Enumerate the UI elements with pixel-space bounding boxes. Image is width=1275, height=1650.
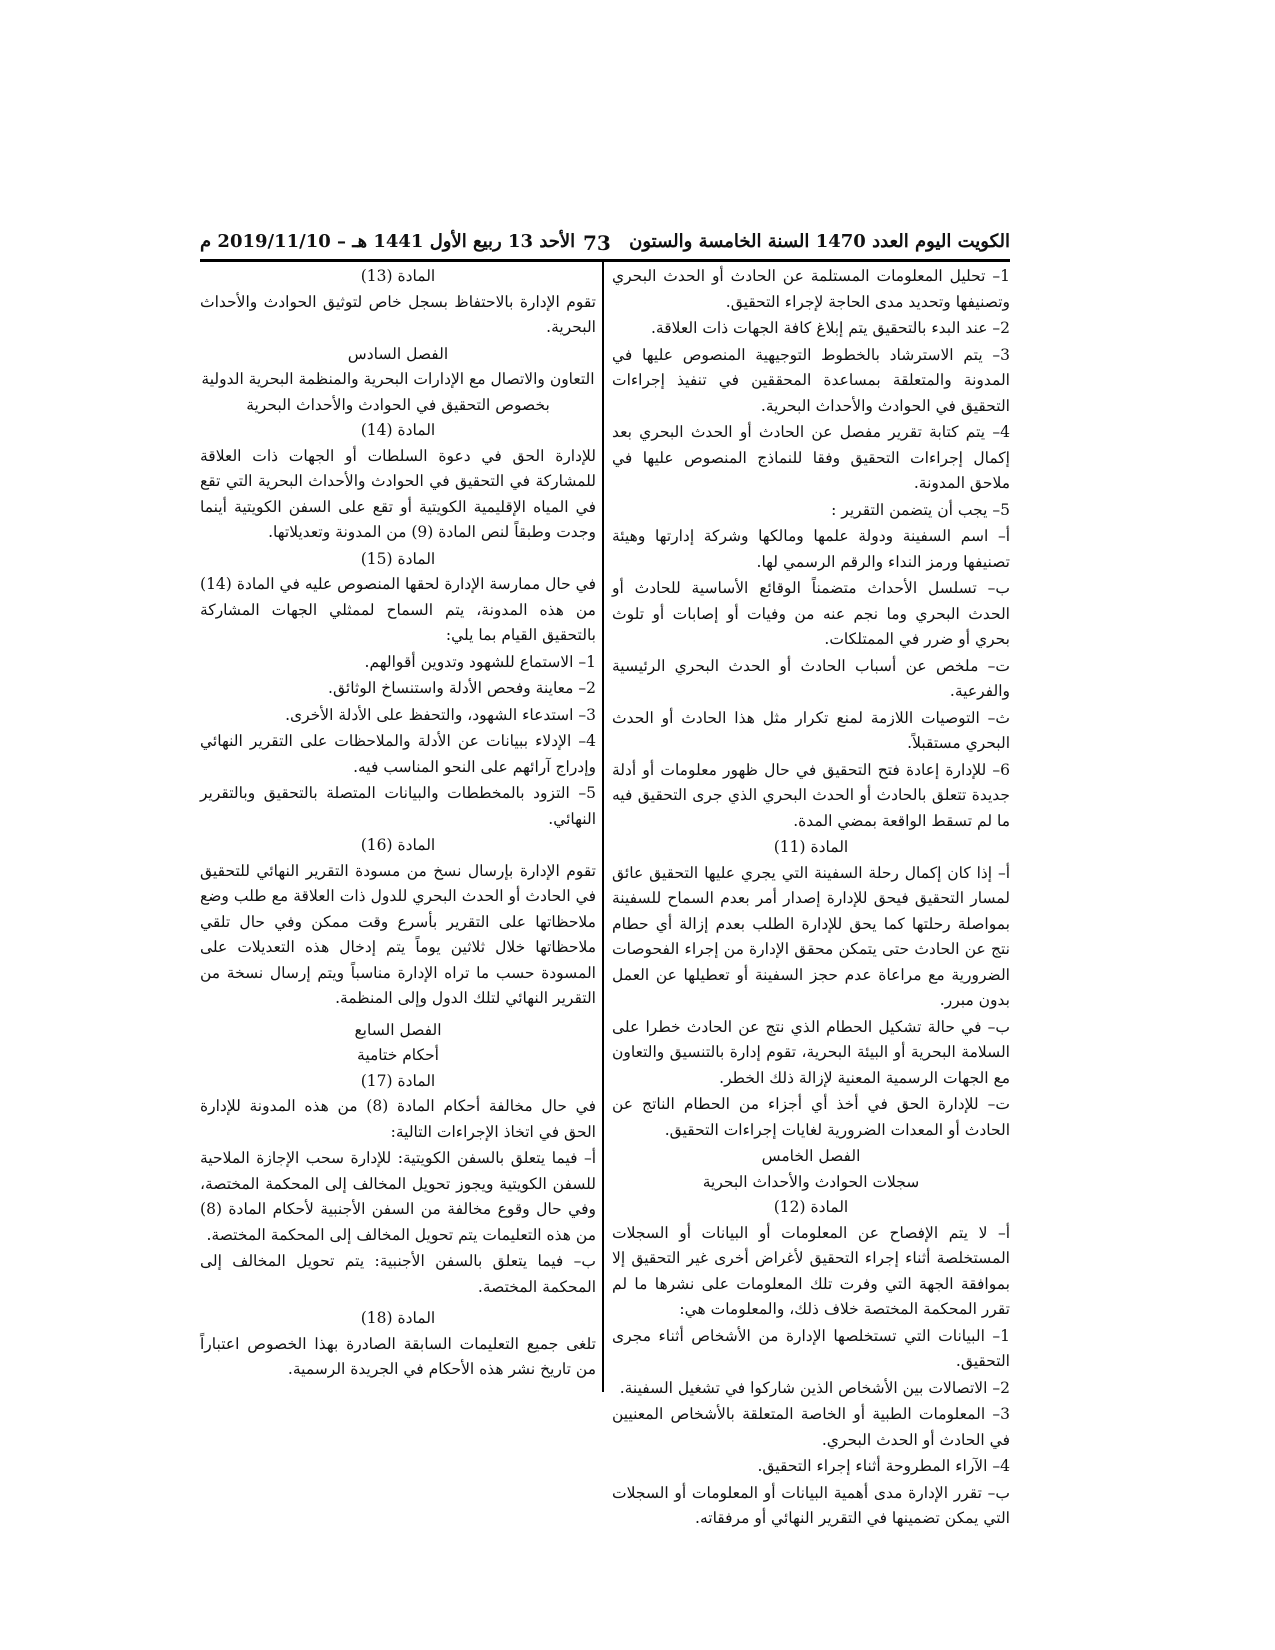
chapter-7-title: الفصل السابع — [354, 1020, 442, 1039]
article-16-text: تقوم الإدارة بإرسال نسخ من مسودة التقرير النهائي للتحقيق في الحادث أو الحدث البحري للدول ذات العلاقة مع طلب وضع ملاحظاتها على التقرير بأسرع وقت ممكن وفي حال تلقي ملاحظاتها خلال ثلاثين يوماً يتم إدخال هذه التعديلات على المسودة حسب ما تراه الإدارة مناسباً ويتم إرسال نسخة من التقرير النهائي لتلك الدول وإلى المنظمة. — [200, 861, 596, 1007]
article-12-a-3: 3– المعلومات الطبية أو الخاصة المتعلقة بالأشخاص المعنيين في الحادث أو الحدث البحري. — [612, 1405, 1010, 1449]
article-18-text: تلغى جميع التعليمات السابقة الصادرة بهذا الخصوص اعتباراً من تاريخ نشر هذه الأحكام في الجريدة الرسمية. — [200, 1334, 596, 1378]
article-13-title: المادة (13) — [360, 267, 436, 285]
article-18-title: المادة (18) — [360, 1309, 436, 1327]
chapter-5-title: الفصل الخامس — [761, 1147, 861, 1165]
page-number: 73 — [583, 231, 611, 255]
clause-2: 2– عند البدء بالتحقيق يتم إبلاغ كافة الجهات ذات العلاقة. — [651, 319, 1010, 337]
article-15-title: المادة (15) — [360, 549, 436, 568]
article-11-c: ت– للإدارة الحق في أخذ أي أجزاء من الحطام الناتج عن الحادث أو المعدات الضرورية لغايات إجراءات التحقيق. — [612, 1095, 1010, 1139]
chapter-6-subtitle-1: التعاون والاتصال مع الإدارات البحرية والمنظمة البحرية الدولية — [201, 370, 595, 388]
clause-1: 1– تحليل المعلومات المستلمة عن الحادث أو الحدث البحري وتصنيفها وتحديد مدى الحاجة لإجراء التحقيق. — [612, 267, 1010, 311]
article-15-item-4: 4– الإدلاء ببيانات عن الأدلة والملاحظات على التقرير النهائي وإدراج آرائهم على النحو المناسب فيه. — [200, 732, 596, 776]
article-12-a-4: 4– الآراء المطروحة أثناء إجراء التحقيق. — [757, 1457, 1010, 1475]
clause-3: 3– يتم الاسترشاد بالخطوط التوجيهية المنصوص عليها في المدونة والمتعلقة بمساعدة المحققين في تنفيذ إجراءات التحقيق في الحوادث والأحداث البحرية. — [612, 345, 1010, 415]
article-12-title: المادة (12) — [773, 1198, 849, 1216]
article-11-a: أ– إذا كان إكمال رحلة السفينة التي يجري عليها التحقيق عائق لمسار التحقيق فيحق للإدارة إصدار أمر بعدم السماح للسفينة بمواصلة رحلتها كما يحق للإدارة الطلب بعدم إزالة أي حطام نتج عن الحادث حتى يتمكن محقق الإدارة من إجراء الفحوصات الضرورية مع مراعاة عدم حجز السفينة أو تعطيلها عن العمل بدون مبرر. — [612, 863, 1010, 1009]
article-13-text: تقوم الإدارة بالاحتفاظ بسجل خاص لتوثيق الحوادث والأحداث البحرية. — [200, 292, 596, 336]
clause-5-a: أ– اسم السفينة ودولة علمها ومالكها وشركة إدارتها وهيئة تصنيفها ورمز النداء والرقم الرسمي لها. — [612, 527, 1010, 571]
header-date: الأحد 13 ربيع الأول 1441 هـ – 2019/11/10 م — [200, 231, 576, 252]
article-12-a-1: 1– البيانات التي تستخلصها الإدارة من الأشخاص أثناء مجرى التحقيق. — [612, 1326, 1010, 1370]
article-17-title: المادة (17) — [360, 1071, 436, 1090]
article-11-title: المادة (11) — [773, 838, 849, 856]
article-12-a-2: 2– الاتصالات بين الأشخاص الذين شاركوا في تشغيل السفينة. — [619, 1378, 1010, 1397]
right-column — [612, 264, 1010, 1533]
clause-5: 5– يجب أن يتضمن التقرير : — [831, 500, 1010, 519]
article-15-item-5: 5– التزود بالمخططات والبيانات المتصلة بالتحقيق وبالتقرير النهائي. — [200, 784, 596, 828]
chapter-6-title: الفصل السادس — [347, 344, 449, 363]
article-11-b: ب– في حالة تشكيل الحطام الذي نتج عن الحادث خطرا على السلامة البحرية أو البيئة البحرية، تقوم إدارة بالتنسيق والتعاون مع الجهات الرسمية المعنية لإزالة ذلك الخطر. — [612, 1017, 1010, 1087]
clause-6: 6– للإدارة إعادة فتح التحقيق في حال ظهور معلومات أو أدلة جديدة تتعلق بالحادث أو الحدث البحري الذي جرى التحقيق فيه ما لم تسقط الواقعة بمضي المدة. — [612, 760, 1010, 830]
clause-5-d: ث– التوصيات اللازمة لمنع تكرار مثل هذا الحادث أو الحدث البحري مستقبلاً. — [612, 708, 1010, 752]
article-17-text: في حال مخالفة أحكام المادة (8) من هذه المدونة للإدارة الحق في اتخاذ الإجراءات التالية: — [200, 1097, 596, 1141]
column-divider — [602, 262, 604, 1392]
article-15-item-1: 1– الاستماع للشهود وتدوين أقوالهم. — [364, 652, 596, 671]
article-14-text: للإدارة الحق في دعوة السلطات أو الجهات ذات العلاقة للمشاركة في التحقيق في الحوادث والأحداث البحرية التي تقع في المياه الإقليمية الكويتية أو تقع على السفن الكويتية أينما وجدت وطبقاً لنص المادة (9) من المدونة وتعديلاتها. — [200, 446, 596, 541]
page-header — [200, 229, 1010, 262]
article-15-item-2: 2– معاينة وفحص الأدلة واستنساخ الوثائق. — [328, 679, 596, 697]
clause-4: 4– يتم كتابة تقرير مفصل عن الحادث أو الحدث البحري بعد إكمال إجراءات التحقيق وفقا للنماذج المنصوص عليها في ملاحق المدونة. — [612, 423, 1010, 492]
chapter-5-subtitle: سجلات الحوادث والأحداث البحرية — [702, 1172, 920, 1191]
left-column — [200, 264, 596, 1384]
article-15-text: في حال ممارسة الإدارة لحقها المنصوص عليه في المادة (14) من هذه المدونة، يتم السماح لممثلي الجهات المشاركة بالتحقيق القيام بما يلي: — [200, 575, 596, 644]
chapter-7-subtitle: أحكام ختامية — [357, 1046, 439, 1064]
article-16-title: المادة (16) — [360, 836, 436, 854]
chapter-6-subtitle-2: بخصوص التحقيق في الحوادث والأحداث البحرية — [246, 395, 550, 414]
article-12-b: ب– تقرر الإدارة مدى أهمية البيانات أو المعلومات أو السجلات التي يمكن تضمينها في التقرير النهائي أو مرفقاته. — [612, 1483, 1010, 1527]
header-publication: الكويت اليوم العدد 1470 السنة الخامسة والستون — [629, 231, 1010, 252]
clause-5-b: ب– تسلسل الأحداث متضمناً الوقائع الأساسية للحادث أو الحدث البحري وما نجم عنه من وفيات أو إصابات أو تلوث بحري أو ضرر في الممتلكات. — [612, 579, 1010, 648]
article-17-a: أ– فيما يتعلق بالسفن الكويتية: للإدارة سحب الإجازة الملاحية للسفن الكويتية ويجوز تحويل المخالف إلى المحكمة المختصة، وفي حال وقوع مخالفة من السفن الأجنبية لأحكام المادة (8) من هذه التعليمات يتم تحويل المخالف إلى المحكمة المختصة. — [200, 1149, 596, 1244]
article-14-title: المادة (14) — [360, 421, 436, 439]
article-12-a: أ– لا يتم الإفصاح عن المعلومات أو البيانات أو السجلات المستخلصة أثناء إجراء التحقيق لأغراض أخرى غير التحقيق إلا بموافقة الجهة التي وفرت تلك المعلومات على نشرها ما لم تقرر المحكمة المختصة خلاف ذلك، والمعلومات هي: — [612, 1223, 1010, 1318]
article-17-b: ب– فيما يتعلق بالسفن الأجنبية: يتم تحويل المخالف إلى المحكمة المختصة. — [200, 1252, 596, 1296]
clause-5-c: ت– ملخص عن أسباب الحادث أو الحدث البحري الرئيسية والفرعية. — [612, 656, 1010, 700]
article-15-item-3: 3– استدعاء الشهود، والتحفظ على الأدلة الأخرى. — [285, 705, 596, 724]
